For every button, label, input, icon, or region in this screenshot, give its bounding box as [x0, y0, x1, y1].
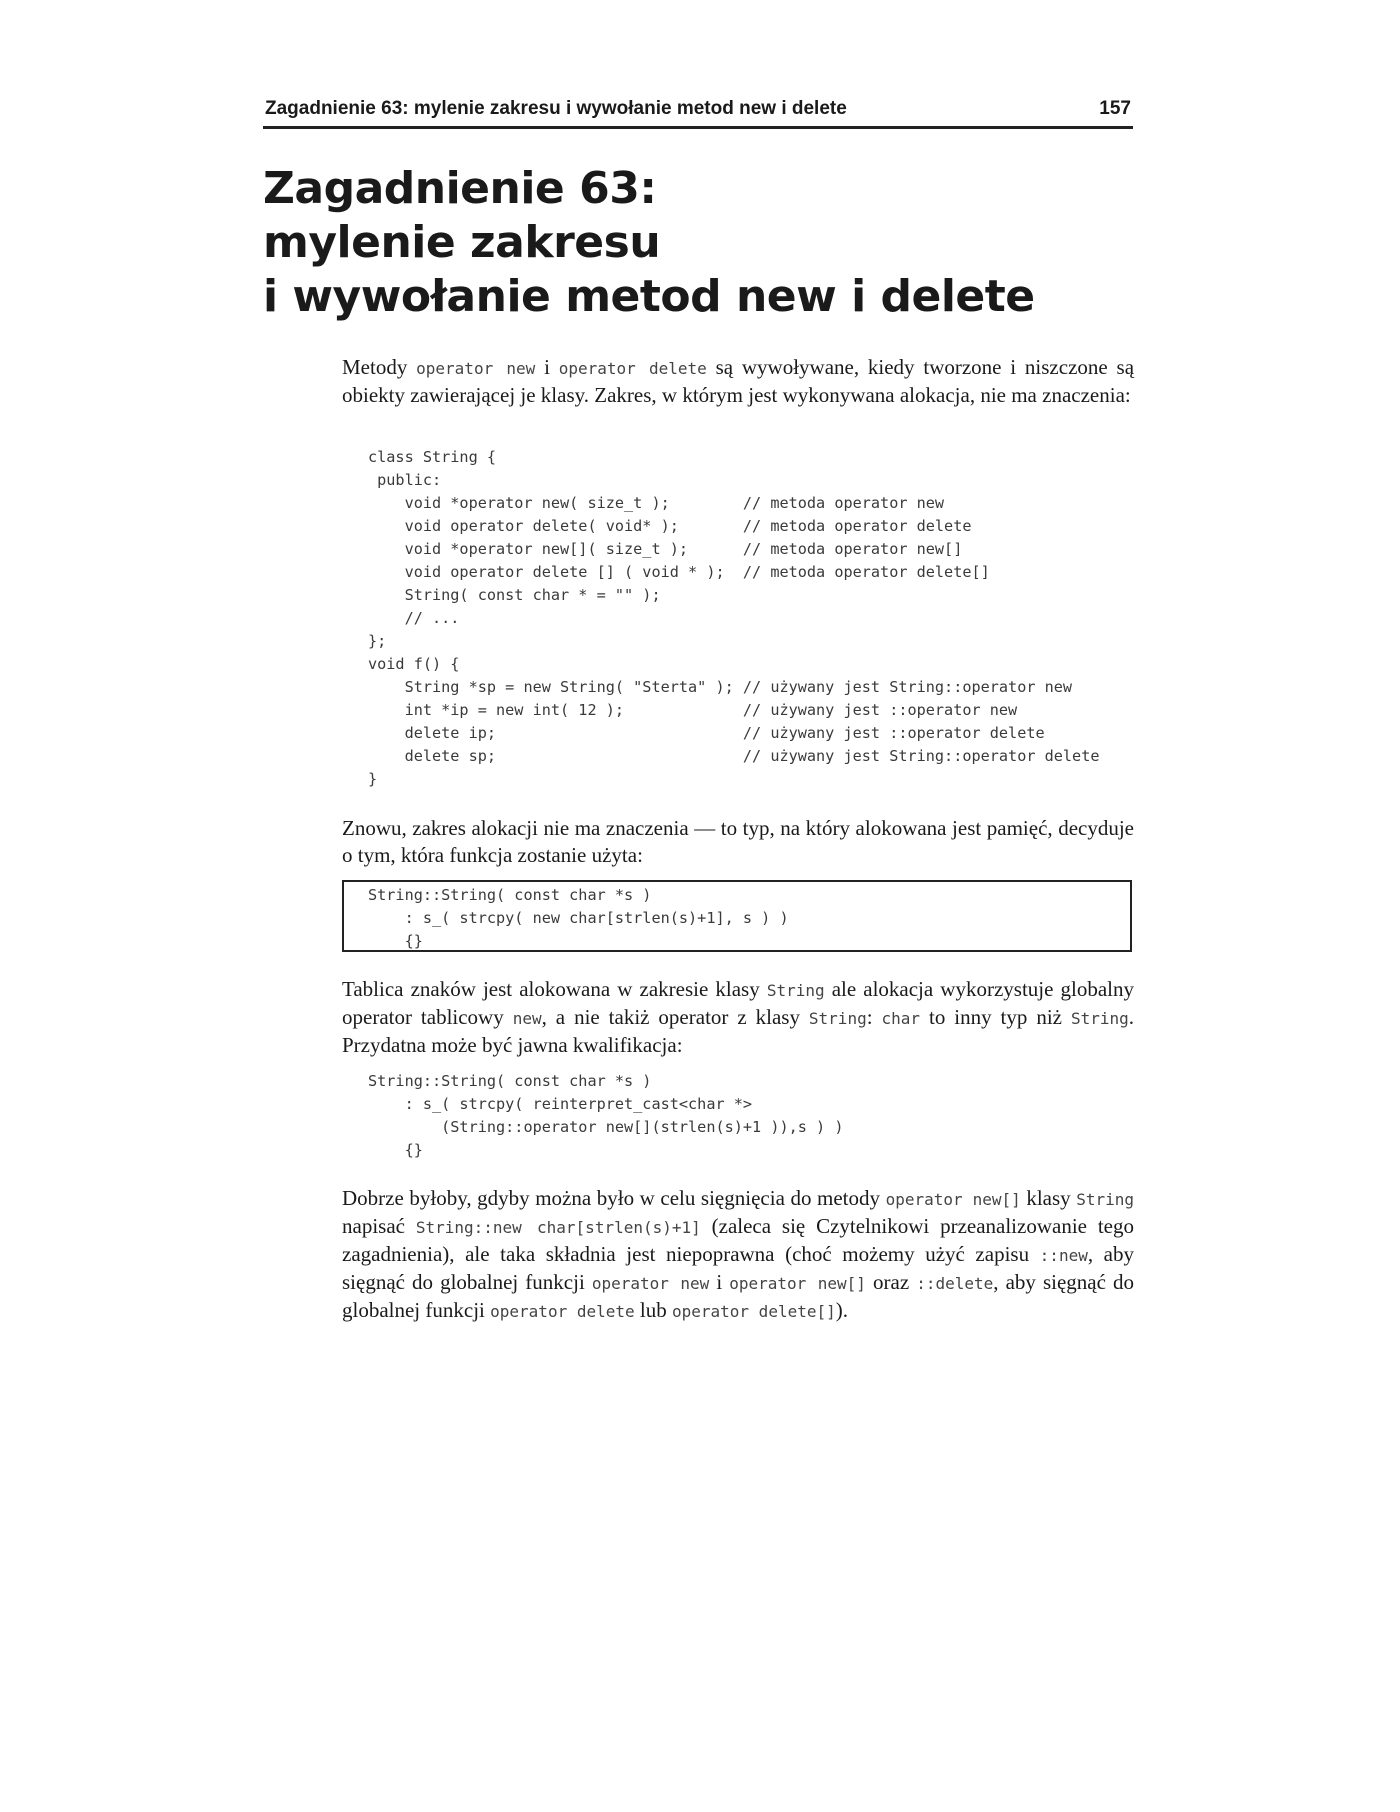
- chapter-title: [263, 162, 1163, 324]
- chapter-title-line-2: mylenie zakresu: [263, 217, 661, 268]
- inline-code: String: [1076, 1190, 1135, 1209]
- paragraph-4: Dobrze byłoby, gdyby można było w celu sięgnięcia do metody operator new[] klasy String napisać String::new char[strlen(s)+1] (zaleca się Czytelnikowi przeanalizowanie tego zagadnienia), ale taka składnia jest niepoprawna (choć możemy użyć zapisu ::new, aby sięgnąć do globalnej funkcji operator new i operator new[] oraz ::delete, aby sięgnąć do globalnej funkcji operator delete lub operator delete[]).: [342, 1186, 1135, 1322]
- code-listing-3: [368, 1070, 843, 1162]
- code-line: String *sp = new String( "Sterta" ); // używany jest String::operator new: [368, 678, 1073, 696]
- code-line: (String::operator new[](strlen(s)+1 )),s ) ): [368, 1118, 844, 1136]
- code-line: };: [368, 632, 387, 650]
- inline-code: operator new[]: [729, 1274, 866, 1293]
- code-line: delete ip; // używany jest ::operator delete: [368, 724, 1045, 742]
- code-line: {}: [368, 1141, 423, 1159]
- running-header-title: Zagadnienie 63: mylenie zakresu i wywołanie metod new i delete: [265, 98, 847, 119]
- inline-code: String::new char[strlen(s)+1]: [415, 1218, 701, 1237]
- inline-code: char: [881, 1009, 921, 1028]
- code-line: public:: [368, 471, 442, 489]
- inline-code: operator new: [416, 359, 536, 378]
- inline-code: ::delete: [916, 1274, 994, 1293]
- inline-code: String: [766, 981, 825, 1000]
- code-line: void *operator new[]( size_t ); // metoda operator new[]: [368, 540, 963, 558]
- code-line: class String {: [368, 448, 497, 466]
- chapter-title-line-3: i wywołanie metod new i delete: [263, 271, 1035, 322]
- code-listing-2: [368, 884, 789, 953]
- code-line: void operator delete( void* ); // metoda operator delete: [368, 517, 972, 535]
- code-line: : s_( strcpy( reinterpret_cast<char *>: [368, 1095, 753, 1113]
- code-line: String::String( const char *s ): [368, 1072, 652, 1090]
- code-listing-1: [368, 446, 1100, 791]
- code-line: // ...: [368, 609, 460, 627]
- code-line: {}: [368, 932, 423, 950]
- paragraph-2: Znowu, zakres alokacji nie ma znaczenia — to typ, na który alokowana jest pamięć, decyduje o tym, która funkcja zostanie użyta:: [342, 816, 1134, 867]
- code-line: void operator delete [] ( void * ); // metoda operator delete[]: [368, 563, 990, 581]
- inline-code: operator delete: [558, 359, 707, 378]
- code-line: : s_( strcpy( new char[strlen(s)+1], s ) ): [368, 909, 789, 927]
- inline-code: operator delete: [490, 1302, 635, 1321]
- code-line: int *ip = new int( 12 ); // używany jest ::operator new: [368, 701, 1018, 719]
- paragraph-1: Metody operator new i operator delete są wywoływane, kiedy tworzone i niszczone są obiekty zawierającej je klasy. Zakres, w którym jest wykonywana alokacja, nie ma znaczenia:: [342, 355, 1135, 407]
- code-line: delete sp; // używany jest String::operator delete: [368, 747, 1100, 765]
- code-line: }: [368, 770, 378, 788]
- paragraph-3: Tablica znaków jest alokowana w zakresie klasy String ale alokacja wykorzystuje globalny operator tablicowy new, a nie takiż operator z klasy String: char to inny typ niż String. Przydatna może być jawna kwalifikacja:: [342, 977, 1135, 1057]
- inline-code: operator new: [591, 1274, 710, 1293]
- code-line: String::String( const char *s ): [368, 886, 652, 904]
- code-line: String( const char * = "" );: [368, 586, 661, 604]
- code-line: void *operator new( size_t ); // metoda operator new: [368, 494, 945, 512]
- inline-code: String: [808, 1009, 867, 1028]
- chapter-title-line-1: Zagadnienie 63:: [263, 163, 657, 214]
- page-number: 157: [1099, 98, 1131, 119]
- running-header: [263, 96, 1133, 129]
- inline-code: String: [1070, 1009, 1129, 1028]
- inline-code: new: [512, 1009, 542, 1028]
- inline-code: operator delete[]: [671, 1302, 836, 1321]
- inline-code: operator new[]: [885, 1190, 1021, 1209]
- inline-code: ::new: [1039, 1246, 1088, 1265]
- code-line: void f() {: [368, 655, 460, 673]
